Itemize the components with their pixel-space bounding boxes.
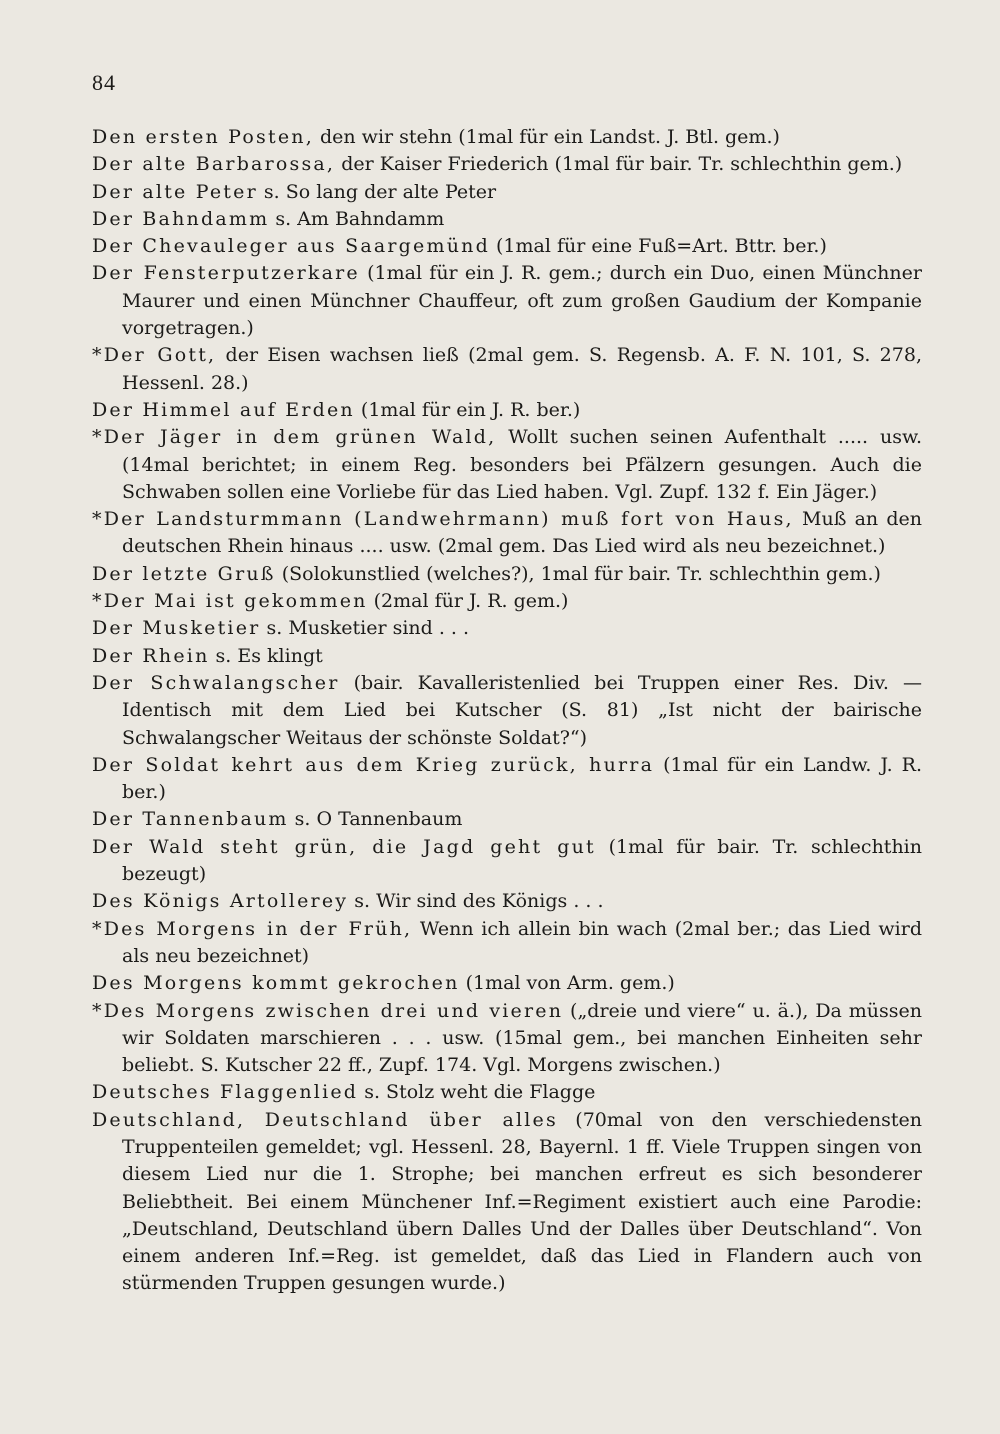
song-note: s. O Tannenbaum <box>294 808 463 831</box>
song-entry <box>92 752 922 807</box>
song-entry <box>92 397 922 424</box>
song-entry <box>92 233 922 260</box>
song-entry <box>92 342 922 397</box>
song-note: (1mal für ein J. R. ber.) <box>360 398 581 421</box>
song-note: den wir stehn (1mal für ein Landst. J. Btl. gem.) <box>320 126 780 148</box>
song-note: s. Musketier sind . . . <box>266 617 470 640</box>
song-title: *Der Landsturmmann (Landwehrmann) muß fort von Haus, <box>92 508 794 531</box>
song-title: *Des Morgens zwischen drei und vieren <box>92 999 564 1022</box>
song-note: Wollt suchen seinen Aufenthalt ..... usw. (14mal berichtet; in einem Reg. besonders bei Pfälzern gesungen. Auch die Schwaben sollen eine Vorliebe für das Lied haben. Vgl. Zupf. 132 f. Ein Jäger.) <box>122 426 922 503</box>
song-title: Des Königs Artollerey <box>92 890 349 913</box>
song-title: Der Schwalangscher <box>92 671 340 694</box>
song-title: Deutschland, Deutschland über alles <box>92 1108 558 1131</box>
song-entry <box>92 888 922 915</box>
song-entry <box>92 151 922 178</box>
song-note: (2mal für J. R. gem.) <box>373 590 569 613</box>
song-entry <box>92 588 922 615</box>
song-title: Der Musketier <box>92 617 261 640</box>
song-note: (bair. Kavalleristenlied bei Truppen einer Res. Div. — Identisch mit dem Lied bei Kutscher (S. 81) „Ist nicht der bairische Schwalangscher Weitaus der schönste Soldat?“) <box>122 671 922 749</box>
song-entry <box>92 615 922 642</box>
song-entry <box>92 124 922 151</box>
song-title: Den ersten Posten, <box>92 126 314 148</box>
song-entry <box>92 643 922 670</box>
song-entry <box>92 970 922 997</box>
song-title: Der Wald steht grün, die Jagd geht gut <box>92 835 596 858</box>
song-note: s. Es klingt <box>215 644 323 667</box>
song-note: Wenn ich allein bin wach (2mal ber.; das Lied wird als neu bezeichnet) <box>122 917 923 967</box>
song-title: *Der Mai ist gekommen <box>92 590 368 613</box>
song-title: Der Bahndamm <box>92 207 270 230</box>
song-title: Der alte Peter <box>92 180 258 203</box>
song-note: (1mal für eine Fuß=Art. Bttr. ber.) <box>495 235 827 258</box>
song-note: (1mal für ein Landw. J. R. ber.) <box>122 753 922 804</box>
song-title: *Des Morgens in der Früh, <box>92 917 413 940</box>
song-title: Der Chevauleger aus Saargemünd <box>92 235 490 258</box>
song-entry <box>92 998 922 1080</box>
song-entry <box>92 1107 922 1298</box>
song-note: („dreie und viere“ u. ä.), Da müssen wir Soldaten marschieren . . . usw. (15mal gem., bei manchen Einheiten sehr beliebt. S. Kutscher 22 ff., Zupf. 174. Vgl. Morgens zwischen.) <box>122 999 922 1077</box>
song-title: Der Fensterputzerkare <box>92 262 360 285</box>
song-note: s. So lang der alte Peter <box>263 180 497 203</box>
song-entry <box>92 424 922 506</box>
song-title: *Der Jäger in dem grünen Wald, <box>92 426 497 449</box>
song-title: Der alte Barbarossa, <box>92 153 336 176</box>
song-note: Muß an den deutschen Rhein hinaus .... usw. (2mal gem. Das Lied wird als neu bezeichnet.) <box>122 508 922 558</box>
song-entry <box>92 834 922 889</box>
song-note: (70mal von den verschiedensten Truppenteilen gemeldet; vgl. Hessenl. 28, Bayernl. 1 ff. Viele Truppen singen von diesem Lied nur die 1. Strophe; bei manchen erfreut es sich besonderer Beliebtheit. Bei einem Münchener Inf.=Regiment existiert auch eine Parodie: „Deutschland, Deutschland übern Dalles Und der Dalles über Deutschland“. Von einem anderen Inf.=Reg. ist gemeldet, daß das Lied in Flandern auch von stürmenden Truppen gesungen wurde.) <box>122 1108 922 1295</box>
song-title: Der Tannenbaum <box>92 808 289 831</box>
song-entry <box>92 670 922 752</box>
song-entry <box>92 916 922 971</box>
song-index-list <box>92 124 922 1298</box>
song-entry <box>92 260 922 342</box>
song-title: Der Rhein <box>92 644 210 667</box>
song-note: (1mal für ein J. R. gem.; durch ein Duo, einen Münchner Maurer und einen Münchner Chauffeur, oft zum großen Gaudium der Kompanie vorgetragen.) <box>122 262 922 340</box>
song-note: (Solokunstlied (welches?), 1mal für bair. Tr. schlechthin gem.) <box>281 562 881 585</box>
song-entry <box>92 179 922 206</box>
song-title: *Der Gott, <box>92 344 217 367</box>
song-title: Der letzte Gruß <box>92 562 276 585</box>
song-entry <box>92 206 922 233</box>
song-title: Der Himmel auf Erden <box>92 398 355 421</box>
song-note: s. Stolz weht die Flagge <box>364 1081 596 1104</box>
song-entry <box>92 506 922 561</box>
song-entry <box>92 1079 922 1106</box>
song-note: der Eisen wachsen ließ (2mal gem. S. Regensb. A. F. N. 101, S. 278, Hessenl. 28.) <box>122 344 922 394</box>
song-entry <box>92 806 922 833</box>
page-number: 84 <box>92 70 116 95</box>
song-note: s. Wir sind des Königs . . . <box>354 890 604 913</box>
song-entry <box>92 561 922 588</box>
song-note: (1mal von Arm. gem.) <box>465 972 675 995</box>
song-title: Der Soldat kehrt aus dem Krieg zurück, hurra <box>92 753 655 776</box>
song-note: (1mal für bair. Tr. schlechthin bezeugt) <box>122 835 922 886</box>
song-note: s. Am Bahndamm <box>275 207 445 230</box>
song-note: der Kaiser Friederich (1mal für bair. Tr. schlechthin gem.) <box>341 153 903 176</box>
song-title: Deutsches Flaggenlied <box>92 1081 359 1104</box>
song-title: Des Morgens kommt gekrochen <box>92 972 460 995</box>
